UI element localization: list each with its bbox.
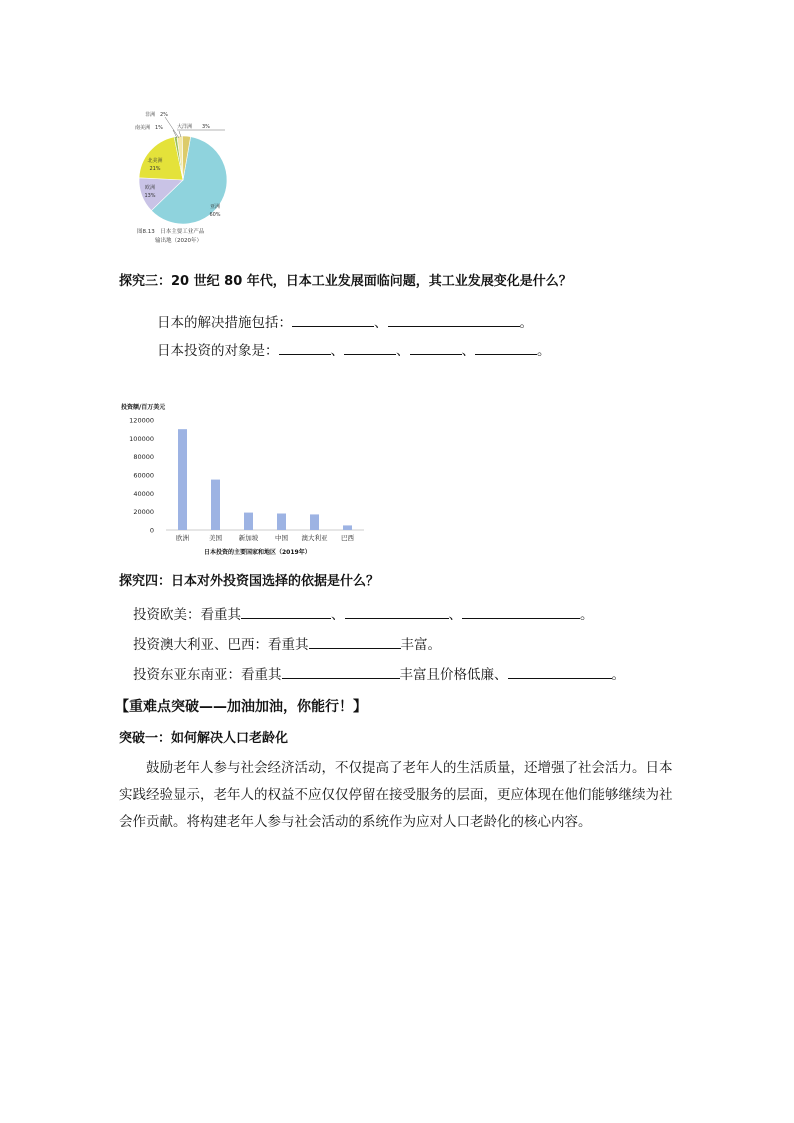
blank-target-2[interactable] bbox=[344, 341, 396, 355]
question-4: 探究四：日本对外投资国选择的依据是什么？ bbox=[119, 574, 380, 589]
y-tick-label: 80000 bbox=[133, 453, 154, 462]
end-mark: 。 bbox=[611, 667, 625, 683]
pie-label-北美洲: 北美洲 bbox=[147, 158, 163, 164]
sep: 、 bbox=[374, 315, 388, 331]
blank-eu-1[interactable] bbox=[241, 605, 331, 619]
x-tick-label: 欧洲 bbox=[176, 534, 189, 542]
bar-中国 bbox=[277, 514, 286, 531]
section4-line2 bbox=[133, 633, 441, 653]
y-tick-label: 20000 bbox=[133, 508, 154, 517]
end-mark: 。 bbox=[580, 607, 594, 623]
bar-美国 bbox=[211, 480, 220, 530]
l3-mid: 丰富且价格低廉、 bbox=[399, 667, 508, 683]
pie-label-亚洲: 亚洲 bbox=[209, 204, 221, 210]
l2-prefix: 投资澳大利亚、巴西：看重其 bbox=[133, 637, 309, 653]
l2-suffix: 丰富。 bbox=[400, 637, 441, 653]
y-tick-label: 100000 bbox=[129, 434, 154, 443]
blank-asia-1[interactable] bbox=[282, 665, 400, 679]
sep: 、 bbox=[448, 607, 462, 623]
bar-澳大利亚 bbox=[310, 514, 319, 530]
x-tick-label: 美国 bbox=[209, 534, 222, 542]
pie-label-欧洲: 欧洲 bbox=[144, 185, 156, 191]
section4-line1 bbox=[133, 603, 594, 623]
section4-line3 bbox=[133, 663, 625, 683]
x-tick-label: 巴西 bbox=[341, 534, 354, 542]
x-tick-label: 新加坡 bbox=[238, 534, 259, 542]
bar-巴西 bbox=[343, 525, 352, 530]
x-tick-label: 中国 bbox=[275, 534, 288, 542]
sep: 、 bbox=[461, 343, 475, 359]
blank-asia-2[interactable] bbox=[508, 665, 612, 679]
sep: 、 bbox=[331, 607, 345, 623]
pie-label-非洲: 非洲 2% bbox=[145, 112, 168, 118]
end-mark: 。 bbox=[519, 315, 533, 331]
blank-eu-3[interactable] bbox=[462, 605, 580, 619]
y-axis-label: 投资额/百万美元 bbox=[121, 404, 166, 411]
breakthrough-subheading: 突破一：如何解决人口老龄化 bbox=[119, 731, 289, 746]
pie-pct-欧洲: 13% bbox=[144, 193, 156, 199]
sep: 、 bbox=[396, 343, 410, 359]
pie-figure bbox=[117, 104, 237, 250]
section3-line2 bbox=[157, 339, 551, 359]
x-axis-label: 日本投资的主要国家和地区（2019年） bbox=[204, 549, 311, 556]
blank-measure-2[interactable] bbox=[388, 313, 520, 327]
blank-target-4[interactable] bbox=[475, 341, 537, 355]
blank-target-1[interactable] bbox=[279, 341, 331, 355]
blank-measure-1[interactable] bbox=[292, 313, 374, 327]
y-tick-label: 120000 bbox=[129, 416, 154, 425]
pie-label-大洋洲: 大洋洲 3% bbox=[177, 124, 210, 130]
bar-欧洲 bbox=[178, 429, 187, 530]
y-tick-label: 0 bbox=[149, 526, 154, 535]
l3-prefix: 投资东亚东南亚：看重其 bbox=[133, 667, 282, 683]
l1-prefix: 投资欧美：看重其 bbox=[133, 607, 241, 623]
sep: 、 bbox=[330, 343, 344, 359]
pie-chart bbox=[117, 104, 237, 234]
pie-pct-亚洲: 60% bbox=[209, 212, 221, 218]
question-3: 探究三：20 世纪 80 年代，日本工业发展面临问题，其工业发展变化是什么？ bbox=[119, 274, 572, 289]
pie-label-南美洲: 南美洲 1% bbox=[135, 125, 163, 131]
blank-target-3[interactable] bbox=[410, 341, 462, 355]
end-mark: 。 bbox=[537, 343, 551, 359]
blank-eu-2[interactable] bbox=[345, 605, 449, 619]
x-tick-label: 澳大利亚 bbox=[301, 534, 328, 542]
y-tick-label: 40000 bbox=[133, 489, 154, 498]
blank-au-1[interactable] bbox=[309, 635, 401, 649]
y-tick-label: 60000 bbox=[133, 471, 154, 480]
breakthrough-paragraph: 鼓励老年人参与社会经济活动，不仅提高了老年人的生活质量，还增强了社会活力。日本实践经验显示，老年人的权益不应仅仅停留在接受服务的层面，更应体现在他们能够继续为社会作贡献。将构建老年人参与社会活动的系统作为应对人口老龄化的核心内容。 bbox=[119, 760, 673, 830]
pie-pct-北美洲: 21% bbox=[149, 166, 161, 172]
line1-prefix: 日本的解决措施包括： bbox=[157, 315, 292, 331]
bar-新加坡 bbox=[244, 513, 253, 530]
investment-bar-chart bbox=[118, 398, 378, 567]
section3-line1 bbox=[157, 311, 533, 331]
line2-prefix: 日本投资的对象是： bbox=[157, 343, 279, 359]
breakthrough-heading: 【重难点突破——加油加油，你能行！】 bbox=[115, 699, 367, 715]
bar-chart-svg bbox=[118, 398, 378, 563]
pie-caption-line2: 输出地（2020年） bbox=[155, 238, 202, 244]
pie-caption-line1: 图8.13 日本主要工业产品 bbox=[137, 229, 205, 235]
